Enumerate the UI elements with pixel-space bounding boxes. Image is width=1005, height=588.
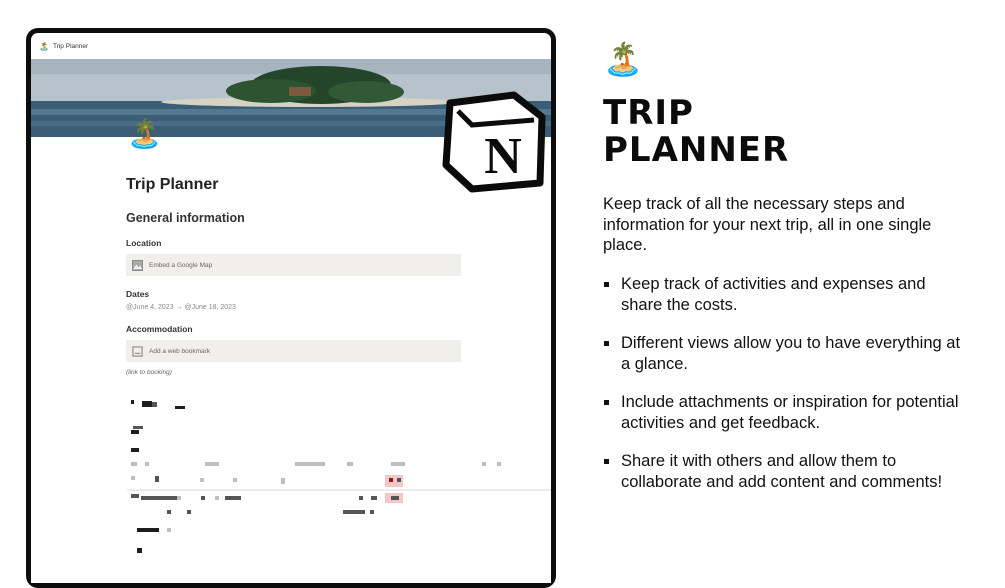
browser-tab[interactable] — [31, 33, 551, 59]
accommodation-label: Accommodation — [126, 324, 193, 334]
notion-screen — [31, 33, 551, 583]
feature-item: Share it with others and allow them to collaborate and add content and comments! — [603, 451, 963, 492]
booking-link-note: (link to booking) — [126, 369, 172, 376]
feature-item: Different views allow you to have everything at a glance. — [603, 333, 963, 374]
bookmark-placeholder: Add a web bookmark — [149, 347, 211, 355]
bookmark-icon — [132, 346, 143, 357]
google-map-embed[interactable] — [126, 254, 461, 276]
map-icon — [132, 260, 143, 271]
page-title[interactable]: Trip Planner — [126, 176, 219, 193]
svg-text:N: N — [484, 128, 522, 185]
island-icon: 🏝️ — [39, 41, 49, 51]
page-content — [126, 176, 461, 376]
feature-item: Include attachments or inspiration for potential activities and get feedback. — [603, 392, 963, 433]
blurred-database-preview — [127, 398, 551, 578]
promo-title — [603, 95, 903, 169]
promo-title-line-2: PLANNER — [603, 130, 790, 170]
web-bookmark-embed[interactable] — [126, 340, 461, 362]
location-label: Location — [126, 238, 162, 248]
map-placeholder: Embed a Google Map — [149, 261, 213, 269]
feature-list — [603, 274, 963, 510]
dates-label: Dates — [126, 289, 150, 299]
promo-title-line-1: TRIP — [603, 93, 694, 133]
dates-value[interactable]: @June 4, 2023 → @June 18, 2023 — [126, 304, 236, 311]
feature-item: Keep track of activities and expenses and share the costs. — [603, 274, 963, 315]
tab-title: Trip Planner — [52, 42, 89, 50]
section-heading[interactable]: General information — [126, 211, 245, 225]
page-emoji-icon[interactable]: 🏝️ — [127, 118, 162, 149]
promo-description: Keep track of all the necessary steps and information for your next trip, all in one single place. — [603, 195, 932, 254]
tablet-frame — [26, 28, 556, 588]
island-icon: 🏝️ — [603, 41, 643, 77]
